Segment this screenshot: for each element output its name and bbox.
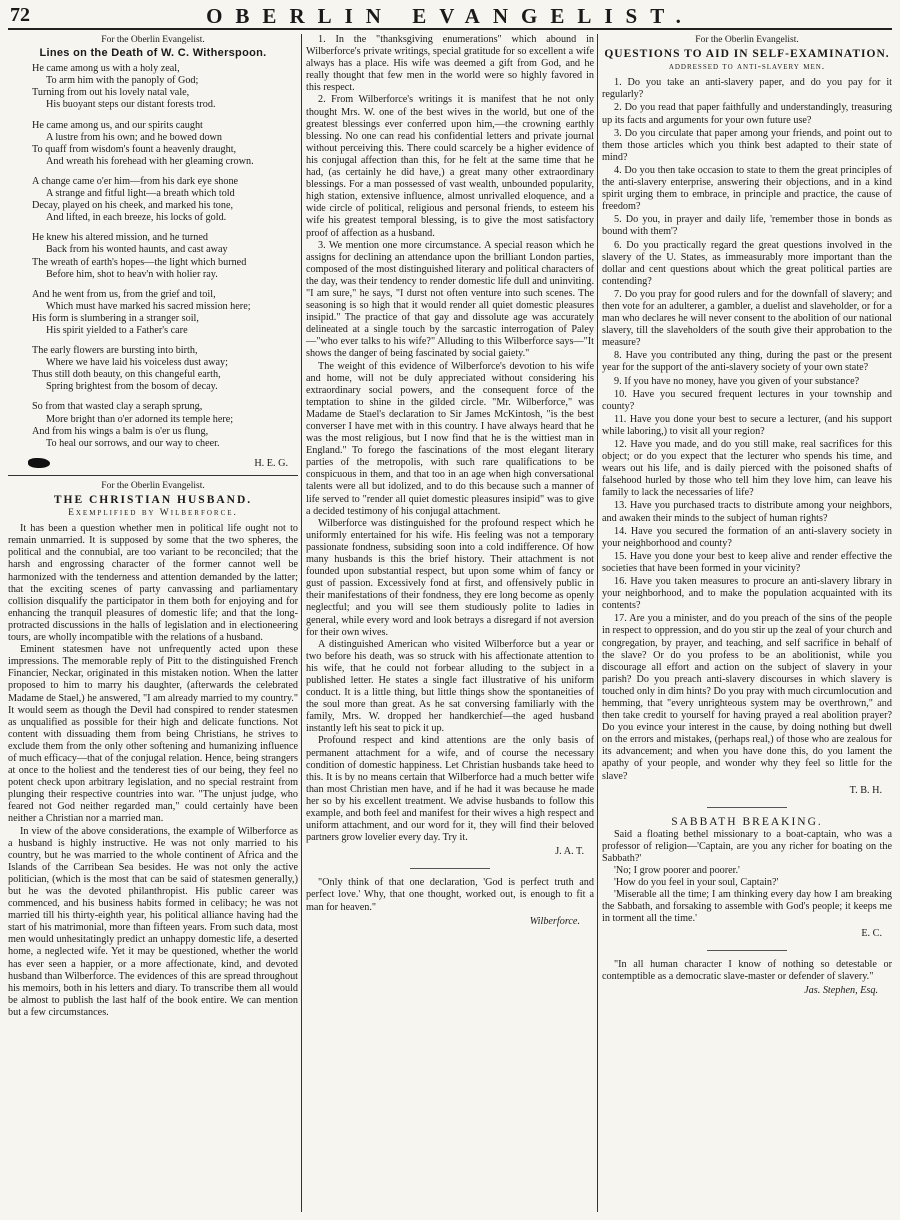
- article-credit: For the Oberlin Evangelist.: [101, 480, 205, 491]
- question-item: 12. Have you made, and do you still make, real sacrifices for this object; or do you expect that the lecturer who spends his time, and wears out his life, and is daily pierced with the poisoned shafts of falsehood hurled by those who tell him they love him, can leave his family to lack the necessaries of life?: [602, 439, 892, 499]
- question-item: 1. Do you take an anti-slavery paper, and do you pay for it regularly?: [602, 77, 892, 101]
- sabbath-paragraph: 'Miserable all the time; I am thinking every day how I am breaking the Sabbath, and forsaking to assemble with God's people; it keeps me in torment all the time.': [602, 889, 892, 925]
- poem-line: He came among us with a holy zeal,: [32, 63, 180, 75]
- poem: [8, 63, 298, 450]
- poem-line: A lustre from his own; and he bowed down: [46, 131, 222, 143]
- question-item: 14. Have you secured the formation of an anti-slavery society in your neighborhood and county?: [602, 525, 892, 549]
- question-item: 15. Have you done your best to keep alive and render effective the societies that have been formed in your vicinity?: [602, 550, 892, 574]
- sabbath-title: SABBATH BREAKING.: [671, 815, 823, 828]
- poem-stanza: [8, 63, 298, 111]
- questions-credit: For the Oberlin Evangelist.: [695, 35, 799, 45]
- poem-stanza: [8, 176, 298, 224]
- question-item: 16. Have you taken measures to procure an anti-slavery library in your neighborhood, and to make the population acquainted with its contents?: [602, 576, 892, 612]
- poem-line: Back from his wonted haunts, and cast away: [46, 244, 228, 256]
- article-body: [8, 523, 298, 1019]
- poem-stanza: [8, 289, 298, 337]
- poem-line: His form is slumbering in a stranger soil,: [32, 312, 199, 324]
- article-paragraph: In view of the above considerations, the example of Wilberforce as a husband is highly instructive. He was not only married to his country, but he was married to the whole continent of Africa and the Islands of the Carribean Sea besides. He was not only the active politician, (which is the most that can be said of statesmen generally,) but he was the devoted philanthropist. His public career was commenced, and his business habits formed in celibacy; he was not married till his thirty-eighth year, his political alliance having had the start of his matrimonial, more than fifteen years. From such data, most men would unhesitatingly predict an unhappy domestic life, a deserted home, a neglected wife. Yet it may be questioned, whether the world has ever seen a happier, or a more affectionate, kind, and devoted husband than Wilberforce. The evidences of this are spread throughout his memoirs, both in his letters and diary. To transcribe them all would be almost to publish the last half of the book entire. We can mention but a few circumstances.: [8, 825, 298, 1018]
- question-item: 7. Do you pray for good rulers and for the downfall of slavery; and then vote for an adulterer, a gambler, a duelist and slaveholder, or for a man who declares he will never consent to the abolition of our national slavery, till the slaveholders of the south give their approbation to the measure?: [602, 288, 892, 349]
- article-paragraph: Wilberforce was distinguished for the profound respect which he uniformly entertained for his wife. His feeling was not a temporary passionate fondness, subsiding soon into a cold indifference. Of how many husbands is this the brief history. Their attachment is not founded upon substantial respect, but upon some whim of fancy or gust of passion. Excessively fond at first, and offensively public in their manifestations of their fondness, they ere long become as openly neglectful; and you will see them studiously polite to ladies in general, while every word and look betrays a disregard if not aversion for their own wives.: [306, 517, 594, 638]
- poem-line: And lifted, in each breeze, his locks of gold.: [46, 212, 227, 224]
- article-subtitle: Exemplified by Wilberforce.: [68, 508, 238, 519]
- sabbath-signature: E. C.: [861, 927, 882, 939]
- questions-subtitle: addressed to anti-slavery men.: [668, 62, 826, 73]
- poem-stanza: [8, 401, 298, 449]
- divider: [410, 868, 490, 869]
- poem-line: Turning from out his lovely natal vale,: [32, 87, 190, 99]
- article-paragraph: A distinguished American who visited Wilberforce but a year or two before his death, was so struck with his affectionate attention to his wife, that he could not forbear alluding to the subject in a published letter. He states a single fact illustrative of his uniform conduct. It is a little thing, but little things show the spontaneities of the soul more than great. As he sat conversing familiarly with the family, Mrs. W. dropped her handkerchief—the aged husband instantly left his seat to pick it up.: [306, 638, 594, 735]
- question-item: 9. If you have no money, have you given of your substance?: [614, 375, 860, 387]
- article-continuation: [306, 34, 594, 844]
- poem-line: A change came o'er him—from his dark eye shone: [32, 175, 239, 187]
- sabbath-body: [602, 829, 892, 926]
- column-rule: [301, 34, 302, 1212]
- poem-line: Before him, shot to heav'n with holier ray.: [46, 268, 218, 280]
- question-item: 11. Have you done your best to secure a lecturer, (and his support while laboring,) to visit all your region?: [602, 413, 892, 437]
- article-title: THE CHRISTIAN HUSBAND.: [53, 494, 253, 506]
- poem-line: A strange and fitful light—a breath which told: [46, 188, 235, 200]
- poem-line: To arm him with the panoply of God;: [46, 75, 199, 87]
- poem-line: He came among us, and our spirits caught: [32, 119, 203, 131]
- poem-stanza: [8, 120, 298, 168]
- question-item: 4. Do you then take occasion to state to them the great principles of the anti-slavery enterprise, answering their objections, and in a kind spirit urging them to embrace, in principle and practice, the cause of freedom?: [602, 164, 892, 213]
- wilberforce-quote: "Only think of that one declaration, 'God is perfect truth and perfect love.' Why, that one thought, worked out, is enough to fit a man for heaven.": [306, 877, 594, 913]
- column-rule: [597, 34, 598, 1212]
- poem-line: And from his wings a balm is o'er us flung,: [32, 425, 209, 437]
- newspaper-title: OBERLIN EVANGELIST.: [206, 4, 694, 28]
- poem-line: And wreath his forehead with her gleaming crown.: [46, 155, 254, 167]
- poem-line: Decay, played on his cheek, and marked his tone,: [32, 200, 234, 212]
- article-paragraph: 3. We mention one more circumstance. A special reason which he assigns for declining an attendance upon the brilliant London parties, composed of the most distinguished literary and political characters of the day, was their tendency to render domestic life dull and uninviting. "I am sure," he says, "I durst not often venture into such scenes. The seasoning is so high that it would render all quiet domestic pleasures insipid." The practice of that gay and dissolute age was accurately delineated at a single touch by the sarcastic interrogation of Paley—"who ever talks to his wife?" Alluding to this Wilberforce says—"It shows the danger of being fascinated by social gaiety.": [306, 239, 594, 360]
- poem-line: Which must have marked his sacred mission here;: [46, 300, 251, 312]
- questions-list: [602, 77, 892, 782]
- article-paragraph: 1. In the "thanksgiving enumerations" which abound in Wilberforce's private writings, special gratitude for so excellent a wife always has a place. His wife was deemed a gift from God, and he really thought that few men in the world were so highly favored in this respect.: [306, 34, 594, 94]
- question-item: 8. Have you contributed any thing, during the past or the present year for the support of the anti-slavery society of your own state?: [602, 350, 892, 374]
- quote-attribution: Wilberforce.: [529, 915, 580, 927]
- column-2: [306, 34, 594, 1212]
- sabbath-paragraph: 'How do you feel in your soul, Captain?': [614, 877, 779, 889]
- poem-line: And he went from us, from the grief and toil,: [32, 288, 216, 300]
- stephen-quote: "In all human character I know of nothing so detestable or contemptible as a democratic slave-master or defender of slavery.": [602, 958, 892, 982]
- poem-line: Spring brightest from the bosom of decay.: [46, 381, 218, 393]
- question-item: 17. Are you a minister, and do you preach of the sins of the people in respect to oppression, and do you stir up the zeal of your church and congregation, by prayer, and teaching, and self sacrifice in behalf of the slave? Or do you profess to be an abolitionist, while you discourage all effort and action on the subject of slavery in your parish? Do you preach anti-slavery discourses in which slavery is touched only in dim hints? Do you pray with much circumlocution and hemming, that "every unrighteous system may be overthrown," and then take credit to yourself for having prayed a real abolition prayer? Do you evince your interest in the cause, by doing nothing but dwell on the errors and mistakes, (perhaps real,) of those who are zealous for its advancement; and when you have done this, do you lament the apathy of your people, and wonder why they feel so little for the slave?: [602, 613, 892, 782]
- poem-signature: H. E. G.: [8, 458, 298, 470]
- divider: [8, 475, 298, 476]
- question-item: 3. Do you circulate that paper among your friends, and point out to them those articles which you think best adapted to their state of mind?: [602, 127, 892, 163]
- poem-line: The early flowers are bursting into birth,: [32, 345, 198, 357]
- article-paragraph: Profound respect and kind attentions are the only basis of permanent attachment for a wife, and of course the necessary condition of domestic happiness. Let Christian husbands take heed to this. It is by no means certain that Wilberforce had a much better wife than most Christian men have, and if he had it was because he made her so by his excellent treatment. We advise husbands to follow this example, and both feel and manifest for their wives a high respect and uniform attachment, and our word for it, they will find their beloved partners grow lovelier every day. Try it.: [306, 735, 594, 844]
- questions-title: QUESTIONS TO AID IN SELF-EXAMINATION.: [604, 48, 890, 61]
- article-paragraph: Eminent statesmen have not unfrequently acted upon these impressions. The memorable reply of Pitt to the distinguished French Financier, Neckar, originated in this mistaken notion. When the latter proposed to him to marry his daughter, (afterwards the celebrated Madame de Stael,) he answered, "I am already married to my country." It would seem as though the Devil had conspired to render statesmen as unqualified as possible for their high and delicate functions. Not content with dissuading them from being Christians, he strives to exclude them from the only other softening and humanizing influence of much efficacy—that of the conjugal relation. Hence, being strangers at once to the holiest and the tenderest ties of our being, they feel no potent check upon arbitrary legislation, and no special restraint from plunging their respective countries into war. "The unjust judge, who feared not God neither regarded man," could certainly have been neither a Christian nor a married man.: [8, 644, 298, 825]
- masthead: [8, 4, 892, 30]
- divider: [707, 807, 787, 808]
- poem-line: Thus still doth beauty, on this changeful earth,: [32, 369, 221, 381]
- poem-line: To heal our sorrows, and our way to cheer.: [46, 437, 220, 449]
- poem-title: Lines on the Death of W. C. Witherspoon.: [39, 47, 267, 60]
- poem-line: More bright than o'er adorned its temple here;: [46, 413, 234, 425]
- question-item: 5. Do you, in prayer and daily life, 'remember those in bonds as bound with them'?: [602, 214, 892, 238]
- poem-credit: For the Oberlin Evangelist.: [101, 35, 205, 45]
- column-1: [8, 34, 298, 1212]
- poem-line: To quaff from wisdom's fount a heavenly draught,: [32, 143, 237, 155]
- quote-attribution: Jas. Stephen, Esq.: [804, 984, 878, 996]
- poem-line: So from that wasted clay a seraph sprung,: [32, 401, 203, 413]
- article-paragraph: It has been a question whether men in political life ought not to remain unmarried. It is supposed by some that the two spheres, the political and the connubial, are too variant to be reconciled; that the harsh and engrossing character of the former cannot well be harmonized with the tenderness and attention demanded by the latter; that the exciting scenes of party canvassing and parliamentary collision disqualify the participator in them both for enjoying and for enhancing the tranquil pleasures of domestic life; and that the long-protracted discussions in the halls of legislation and in electioneering tours, are wholly incompatible with the relations of a husband.: [8, 523, 298, 644]
- question-item: 6. Do you practically regard the great questions involved in the slavery of the U. States, as immeasurably more important than the dollar and cent questions about which the great political parties are contending?: [602, 239, 892, 287]
- question-item: 10. Have you secured frequent lectures in your township and county?: [602, 388, 892, 412]
- poem-stanza: [8, 232, 298, 280]
- question-item: 2. Do you read that paper faithfully and understandingly, treasuring up its facts and arguments for your own future use?: [602, 102, 892, 126]
- page-number: 72: [10, 4, 30, 26]
- column-3: [602, 34, 892, 1212]
- article-signature: J. A. T.: [555, 846, 584, 858]
- article-paragraph: The weight of this evidence of Wilberforce's devotion to his wife and home, will not be duly appreciated without considering his extraordinary social powers, and the consequent force of the temptation to shine in the gilded circle. "Mr. Wilberforce," was Madame de Stael's declaration to Sir James McKintosh, "is the best converser I have met with in this country. I have always heard that he was the most religious, but I now find that he is the wittiest man in England." To forego the fascinations of the most elegant literary parties of the metropolis, with such rare qualifications to be conspicuous in them, and that too in an age when high conversational talents were all but idolized, and to do this because such a manner of life served to "render all quiet domestic pleasures insipid" was to give a decided testimony of his conjugal attachment.: [306, 360, 594, 517]
- poem-line: He knew his altered mission, and he turned: [32, 232, 208, 244]
- poem-line: The wreath of earth's hopes—the light which burned: [32, 256, 247, 268]
- poem-line: His spirit yielded to a Father's care: [46, 324, 188, 336]
- questions-signature: T. B. H.: [849, 784, 882, 796]
- poem-line: Where we have laid his voiceless dust away;: [46, 357, 228, 369]
- poem-stanza: [8, 345, 298, 393]
- article-paragraph: 2. From Wilberforce's writings it is manifest that he not only thought Mrs. W. one of the best wives in the world, but one of the greatest blessings ever conferred upon him,—the crowning earthly blessing. No one can read his confidential letters and private journal without perceiving this. There could scarcely be a higher evidence of his conjugal affection than this, for he felt at the same time that he had, (as certainly he did have,) a great many other extraordinary blessings. For a man possessed of vast wealth, unbounded popularity, high station, extensive influence, almost unrivalled eloquence, and a wide circle of political, religious and personal friends, to esteem his wife his greatest temporal blessing, is to give the most satisfactory proof of affection as a husband.: [306, 94, 594, 239]
- question-item: 13. Have you purchased tracts to distribute among your neighbors, and awaken their minds to the subject of human rights?: [602, 500, 892, 524]
- sabbath-paragraph: Said a floating bethel missionary to a boat-captain, who was a professor of religion—'Captain, are you any richer for boating on the Sabbath?': [602, 828, 892, 864]
- poem-line: His buoyant steps our distant forests trod.: [46, 99, 216, 111]
- sabbath-paragraph: 'No; I grow poorer and poorer.': [614, 865, 740, 877]
- divider: [707, 950, 787, 951]
- ink-blot: [28, 458, 50, 468]
